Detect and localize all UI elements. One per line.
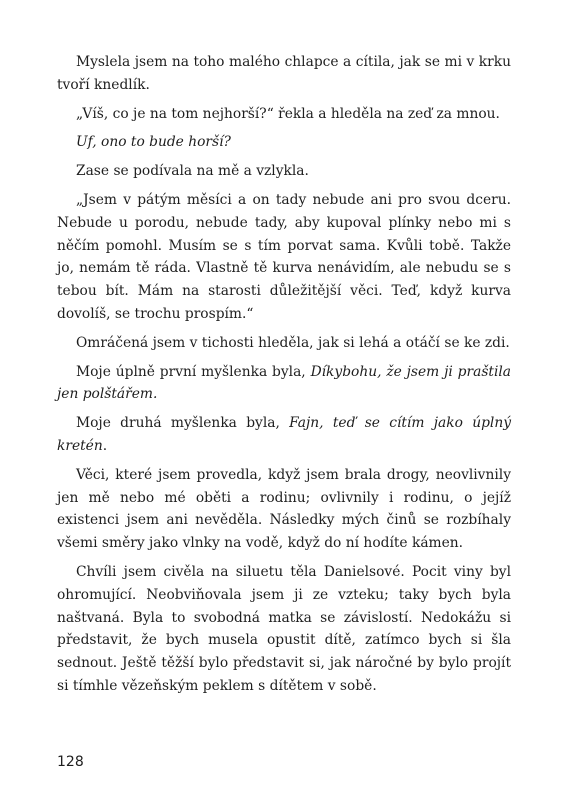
text-segment: Chvíli jsem civěla na siluetu těla Danielsové. Pocit viny byl ohromující. Neobviňovala jsem ji ze vzteku; taky bych byla naštvaná. Byla to svobodná matka se závislostí. Nedokážu si představit, že bych musela opustit dítě, zatímco bych si šla sednout. Ještě těžší bylo představit si, jak náročné by bylo projít si tímhle vězeňským peklem s dítětem v sobě. bbox=[57, 563, 511, 694]
body-text bbox=[57, 51, 511, 698]
paragraph-2 bbox=[57, 103, 511, 126]
text-segment: Moje druhá myšlenka byla, bbox=[76, 415, 290, 432]
paragraph-1 bbox=[57, 51, 511, 97]
text-segment: „Jsem v pátým měsíci a on tady nebude ani pro svou dceru. Nebude u porodu, nebude tady, aby kupoval plínky nebo mi s něčím pomohl. Musím se s tím porvat sama. Kvůli tobě. Takže jo, nemám tě ráda. Vlastně tě kurva nenávidím, ale nebudu se s tebou bít. Mám na starosti důležitější věci. Teď, když kurva dovolíš, se trochu prospím.“ bbox=[57, 191, 511, 322]
text-segment: Omráčená jsem v tichosti hleděla, jak si lehá a otáčí se ke zdi. bbox=[76, 334, 510, 351]
paragraph-8 bbox=[57, 412, 511, 458]
paragraph-5 bbox=[57, 189, 511, 326]
text-segment: . bbox=[102, 437, 108, 454]
italic-text-segment: Díkybohu, že jsem ji praštila jen polštářem. bbox=[57, 363, 511, 403]
page-number: 128 bbox=[57, 754, 84, 770]
text-segment: Moje úplně první myšlenka byla, bbox=[76, 363, 311, 380]
text-segment: Zase se podívala na mě a vzlykla. bbox=[76, 163, 309, 180]
paragraph-4 bbox=[57, 160, 511, 183]
paragraph-9 bbox=[57, 464, 511, 555]
text-segment: Věci, které jsem provedla, když jsem brala drogy, neovlivnily jen mě nebo mé oběti a rodinu; ovlivnily i rodinu, o jejíž existenci jsem ani nevěděla. Následky mých činů se rozbíhaly všemi směry jako vlnky na vodě, když do ní hodíte kámen. bbox=[57, 466, 511, 552]
paragraph-3 bbox=[57, 131, 511, 154]
text-segment: „Víš, co je na tom nejhorší?“ řekla a hleděla na zeď za mnou. bbox=[76, 105, 500, 122]
paragraph-10 bbox=[57, 561, 511, 698]
paragraph-6 bbox=[57, 332, 511, 355]
text-segment: Myslela jsem na toho malého chlapce a cítila, jak se mi v krku tvoří knedlík. bbox=[57, 54, 511, 93]
italic-text-segment: Fajn, teď se cítím jako úplný kretén bbox=[57, 415, 511, 454]
paragraph-7 bbox=[57, 361, 511, 407]
italic-text-segment: Uf, ono to bude horší? bbox=[76, 134, 231, 151]
